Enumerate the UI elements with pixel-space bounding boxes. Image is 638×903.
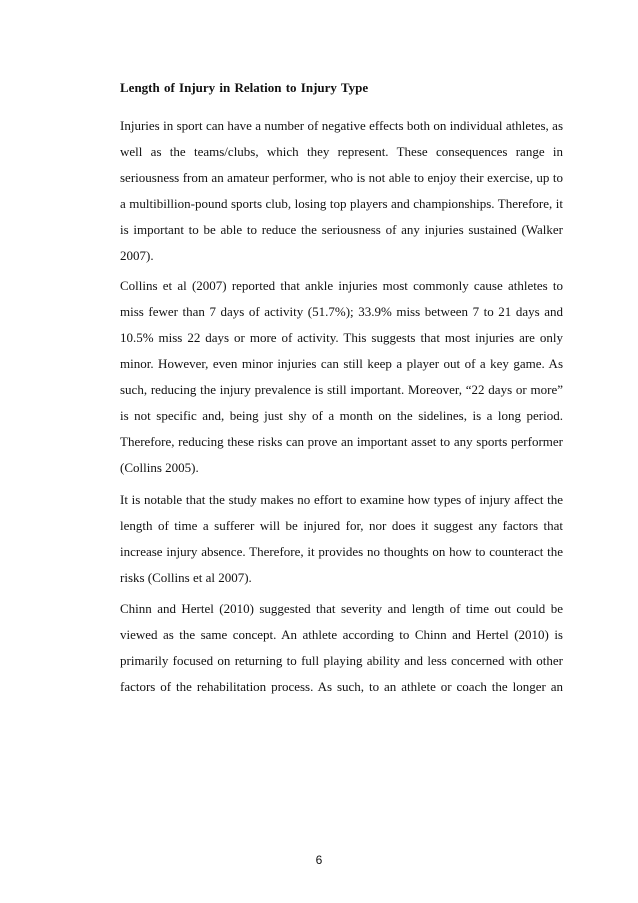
text-line: Therefore, reducing these risks can prove an important asset to any sports performer — [120, 434, 563, 449]
text-line: viewed as the same concept. An athlete according to Chinn and Hertel (2010) is — [120, 627, 563, 642]
page-number: 6 — [315, 853, 323, 867]
text-line: 2007). — [120, 248, 154, 263]
section-heading: Length of Injury in Relation to Injury Type — [120, 80, 369, 95]
text-line: seriousness from an amateur performer, who is not able to enjoy their exercise, up to — [120, 170, 563, 185]
text-line: increase injury absence. Therefore, it provides no thoughts on how to counteract the — [120, 544, 563, 559]
paragraph-3 — [120, 492, 563, 596]
text-line: factors of the rehabilitation process. As such, to an athlete or coach the longer an — [120, 679, 563, 694]
paragraph-4 — [120, 601, 563, 705]
text-line: (Collins 2005). — [120, 460, 199, 475]
paragraph-2 — [120, 278, 563, 486]
text-line: Collins et al (2007) reported that ankle injuries most commonly cause athletes to — [120, 278, 563, 293]
text-line: primarily focused on returning to full playing ability and less concerned with other — [120, 653, 563, 668]
text-line: Injuries in sport can have a number of negative effects both on individual athletes, as — [120, 118, 563, 133]
text-line: is important to be able to reduce the seriousness of any injuries sustained (Walker — [120, 222, 563, 237]
text-line: 10.5% miss 22 days or more of activity. This suggests that most injuries are only — [120, 330, 563, 345]
text-line: miss fewer than 7 days of activity (51.7%); 33.9% miss between 7 to 21 days and — [120, 304, 563, 319]
text-line: such, reducing the injury prevalence is still important. Moreover, “22 days or more” — [120, 382, 563, 397]
text-line: risks (Collins et al 2007). — [120, 570, 252, 585]
text-line: minor. However, even minor injuries can still keep a player out of a key game. As — [120, 356, 563, 371]
paragraph-1 — [120, 118, 563, 274]
text-line: length of time a sufferer will be injured for, nor does it suggest any factors that — [120, 518, 563, 533]
text-line: is not specific and, being just shy of a month on the sidelines, is a long period. — [120, 408, 563, 423]
text-line: Chinn and Hertel (2010) suggested that severity and length of time out could be — [120, 601, 563, 616]
text-line: a multibillion-pound sports club, losing top players and championships. Therefore, it — [120, 196, 563, 211]
text-line: It is notable that the study makes no effort to examine how types of injury affect the — [120, 492, 563, 507]
text-line: well as the teams/clubs, which they represent. These consequences range in — [120, 144, 563, 159]
